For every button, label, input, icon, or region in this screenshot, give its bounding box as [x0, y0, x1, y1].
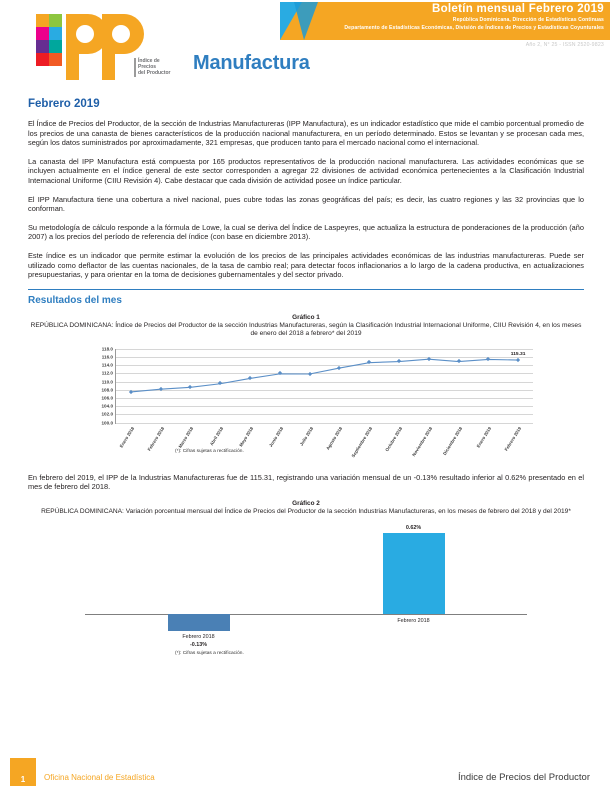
chart-1-x-tick-label: Julio 2018 [298, 425, 314, 447]
chart-2-bar [383, 533, 445, 614]
results-heading: Resultados del mes [28, 294, 122, 306]
footer-organization: Oficina Nacional de Estadística [44, 773, 155, 782]
chart-2-title: REPÚBLICA DOMINICANA: Variación porcentual mensual del Índice de Precios del Productor de la sección Industrias Manufactureras, en los meses de febrero del 2018 y del 2019* [41, 507, 571, 515]
ipp-logo [30, 8, 180, 86]
logo-tagline [138, 58, 184, 77]
chart-1-y-tick-label: 106.0 [101, 395, 113, 401]
chart-2-block [28, 500, 584, 662]
chart-1-y-tick-label: 108.0 [101, 387, 113, 393]
footer-publication: Índice de Precios del Productor [457, 772, 590, 783]
chart-1-x-tick-label: Febrero 2018 [146, 425, 165, 452]
between-charts-text: En febrero del 2019, el IPP de la Industrias Manufactureras fue de 115.31, registrando una variación mensual de un -0.13% resultado inferior al 0.62% presentado en el mes de febrero del 2018. [28, 472, 584, 492]
chart-2-value-label: 0.62% [405, 524, 422, 531]
chart-1-x-tick-label: Junio 2018 [267, 425, 285, 448]
chart-1-y-tick-label: 116.0 [101, 354, 113, 360]
chart-2-zero-line [85, 614, 527, 615]
chart-1 [71, 345, 541, 463]
paragraph-1: El Índice de Precios del Productor, de la sección de Industrias Manufactureras (IPP Manufactura), es un indicador estadístico que mide el cambio porcentual promedio de los precios de una canasta de bienes característicos de la producción nacional manufacturera, en un período determinado. Estos se levantan y se procesan cada mes, según los datos suministrados por aproximadamente, 321 empresas, que producen tanto para el mercado nacional como el internacional. [28, 119, 584, 148]
paragraph-5: Este índice es un indicador que permite estimar la evolución de los precios de las principales actividades económicas de las industrias manufactureras. Puede ser utilizado como deflactor de las cuentas nacionales, de la tasa de cambio real; para detectar focos inflacionarios a lo largo de la cadena productiva, en actualizaciones presupuestarias, y para orientar en la toma de decisiones gubernamentales y del sector privado. [28, 250, 584, 280]
issn-line: Año 2, N° 25 - ISSN 2520-9823 [525, 42, 604, 48]
chart-1-x-tick-label: Febrero 2019 [503, 425, 523, 452]
chart-1-x-tick-label: Enero 2019 [475, 425, 493, 449]
chart-1-x-tick-label: Enero 2018 [118, 425, 136, 449]
page-header [0, 0, 612, 92]
logo-tagline-line1: Índice de [138, 58, 160, 64]
chart-1-x-tick-label: Septiembre 2018 [350, 425, 374, 458]
chart-2-value-label: -0.13% [189, 642, 208, 649]
chart-1-y-tick-label: 110.0 [101, 379, 113, 384]
chart-1-x-tick-label: Marzo 2018 [177, 425, 195, 449]
page-title: Manufactura [193, 52, 310, 74]
chart-1-block [28, 314, 584, 463]
month-heading: Febrero 2019 [28, 98, 100, 110]
chart-2 [71, 522, 541, 662]
chart-1-y-tick-label: 100.0 [101, 420, 113, 426]
paragraph-2: La canasta del IPP Manufactura está compuesta por 165 productos representativos de la producción nacional manufacturera. Las actividades económicas que se incluyen actualmente en el índice general de este sector corresponden a agregar 22 divisiones de actividad económica pertenecientes a la Clasificación Industrial Internacional Uniforme (CIIU Revisión 4). Cabe destacar que cada división de actividad posee un índice particular. [28, 156, 584, 185]
paragraph-3: El IPP Manufactura tiene una cobertura a nivel nacional, pues cubre todas las zonas geográficas del país; es decir, las cuatro regiones y las 32 provincias que lo conforman. [28, 194, 584, 214]
chart-1-x-tick-label: Mayo 2018 [238, 425, 255, 448]
chart-1-number: Gráfico 1 [292, 313, 320, 321]
chart-1-x-tick-label: Abril 2018 [209, 425, 225, 447]
logo-tagline-line2: Precios [138, 64, 157, 71]
chart-1-x-tick-label: Noviembre 2018 [410, 425, 433, 457]
chart-1-y-tick-label: 112.0 [101, 370, 113, 376]
chart-1-gridline [116, 423, 533, 424]
paragraph-4: Su metodología de cálculo responde a la fórmula de Lowe, la cual se deriva del Índice de Laspeyres, que actualiza la estructura de ponderaciones de la producción (año 2007) a los precios del período de referencia del índice (con base en diciembre 2013). [28, 222, 584, 242]
chart-1-y-tick-label: 102.0 [101, 411, 113, 417]
chart-1-y-tick-label: 104.0 [101, 403, 113, 409]
chart-2-category-label: Febrero 2018 [182, 634, 215, 641]
chart-1-x-tick-label: Octubre 2018 [384, 425, 404, 452]
logo-divider [134, 58, 136, 77]
chart-2-category-label: Febrero 2018 [397, 617, 430, 624]
chart-1-y-tick-label: 114.0 [101, 362, 113, 368]
page-content [28, 98, 584, 662]
chart-2-note: (*): Cifras sujetas a rectificación. [175, 651, 244, 657]
page-footer [0, 758, 612, 792]
page-number: 1 [20, 775, 26, 784]
chart-1-x-tick-label: Agosto 2018 [325, 425, 344, 451]
chart-2-bar [168, 614, 230, 631]
banner-triangle-secondary-icon [294, 2, 318, 40]
chart-1-data-label: 115.31 [510, 351, 526, 357]
chart-1-title: REPÚBLICA DOMINICANA: Índice de Precios del Productor de la sección Industrias Manufactureras, según la Clasificación Industrial Internacional Uniforme, CIIU Revisión 4, en los meses de enero del 2018 a febrero* del 2019 [30, 321, 582, 338]
bulletin-subtitle-2: Departamento de Estadísticas Económicas, División de Índices de Precios y Estadísticas Coyunturales [344, 25, 604, 31]
bulletin-subtitle-1: República Dominicana, Dirección de Estadísticas Continuas [452, 17, 604, 23]
chart-2-number: Gráfico 2 [292, 499, 320, 507]
bulletin-title: Boletín mensual Febrero 2019 [431, 3, 604, 15]
chart-1-line-series [116, 349, 533, 423]
logo-tagline-line3: del Productor [138, 70, 171, 77]
section-divider [28, 289, 584, 290]
chart-1-y-tick-label: 118.0 [101, 346, 113, 352]
chart-1-note: (*): Cifras sujetas a rectificación. [175, 448, 244, 454]
chart-1-x-tick-label: Diciembre 2018 [441, 425, 463, 456]
